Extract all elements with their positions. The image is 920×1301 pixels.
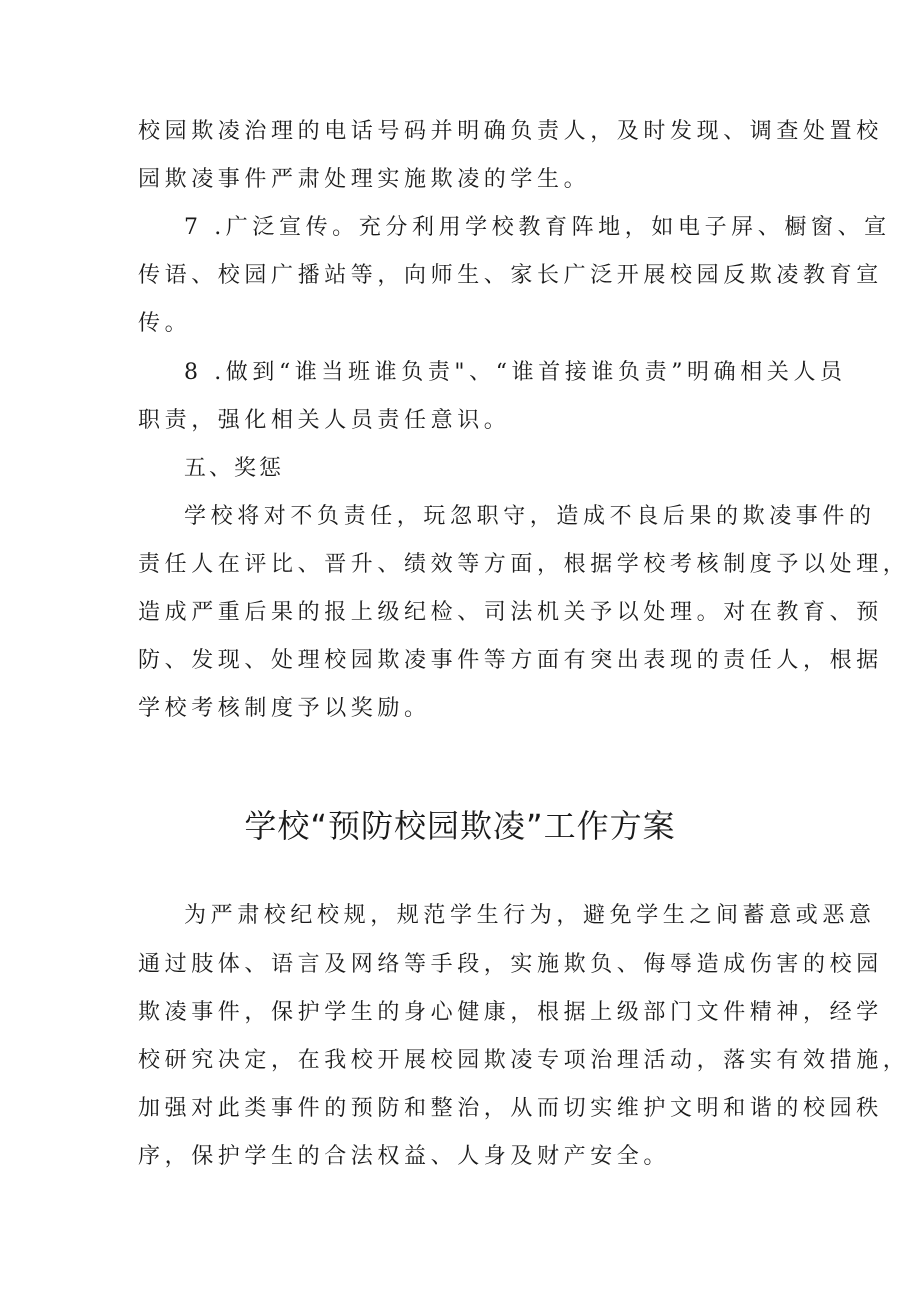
section-5-line: 学校将对不负责任，玩忽职守，造成不良后果的欺凌事件的 xyxy=(184,504,876,529)
opening-paragraph-line: 欺凌事件，保护学生的身心健康，根据上级部门文件精神，经学 xyxy=(138,1000,883,1025)
item-7-line: 传。 xyxy=(138,311,192,336)
item-8-line: 职责，强化相关人员责任意识。 xyxy=(138,408,511,433)
section-5-line: 造成严重后果的报上级纪检、司法机关予以处理。对在教育、预 xyxy=(138,600,883,625)
section-heading: 五、奖惩 xyxy=(184,456,285,481)
opening-paragraph-line: 通过肢体、语言及网络等手段，实施欺负、侮辱造成伤害的校园 xyxy=(138,952,883,977)
item-7-line: 传语、校园广播站等，向师生、家长广泛开展校园反欺凌教育宣 xyxy=(138,263,883,288)
document-title: 学校“预防校园欺凌”工作方案 xyxy=(244,807,676,845)
opening-paragraph-line: 加强对此类事件的预防和整治，从而切实维护文明和谐的校园秩 xyxy=(138,1096,883,1121)
opening-paragraph-line: 校研究决定，在我校开展校园欺凌专项治理活动，落实有效措施， xyxy=(138,1048,910,1073)
item-8-line: 8 .做到“谁当班谁负责"、“谁首接谁负责”明确相关人员 xyxy=(184,360,847,385)
paragraph-line: 校园欺凌治理的电话号码并明确负责人，及时发现、调查处置校 xyxy=(138,119,883,144)
section-5-line: 学校考核制度予以奖励。 xyxy=(138,696,431,721)
section-5-line: 责任人在评比、晋升、绩效等方面，根据学校考核制度予以处理， xyxy=(138,552,910,577)
opening-paragraph-line: 为严肃校纪校规，规范学生行为，避免学生之间蓄意或恶意 xyxy=(184,903,876,928)
paragraph-line: 园欺凌事件严肃处理实施欺凌的学生。 xyxy=(138,167,591,192)
opening-paragraph-line: 序，保护学生的合法权益、人身及财产安全。 xyxy=(138,1144,671,1169)
section-5-line: 防、发现、处理校园欺凌事件等方面有突出表现的责任人，根据 xyxy=(138,648,883,673)
item-7-line: 7 .广泛宣传。充分利用学校教育阵地，如电子屏、橱窗、宣 xyxy=(184,215,891,240)
